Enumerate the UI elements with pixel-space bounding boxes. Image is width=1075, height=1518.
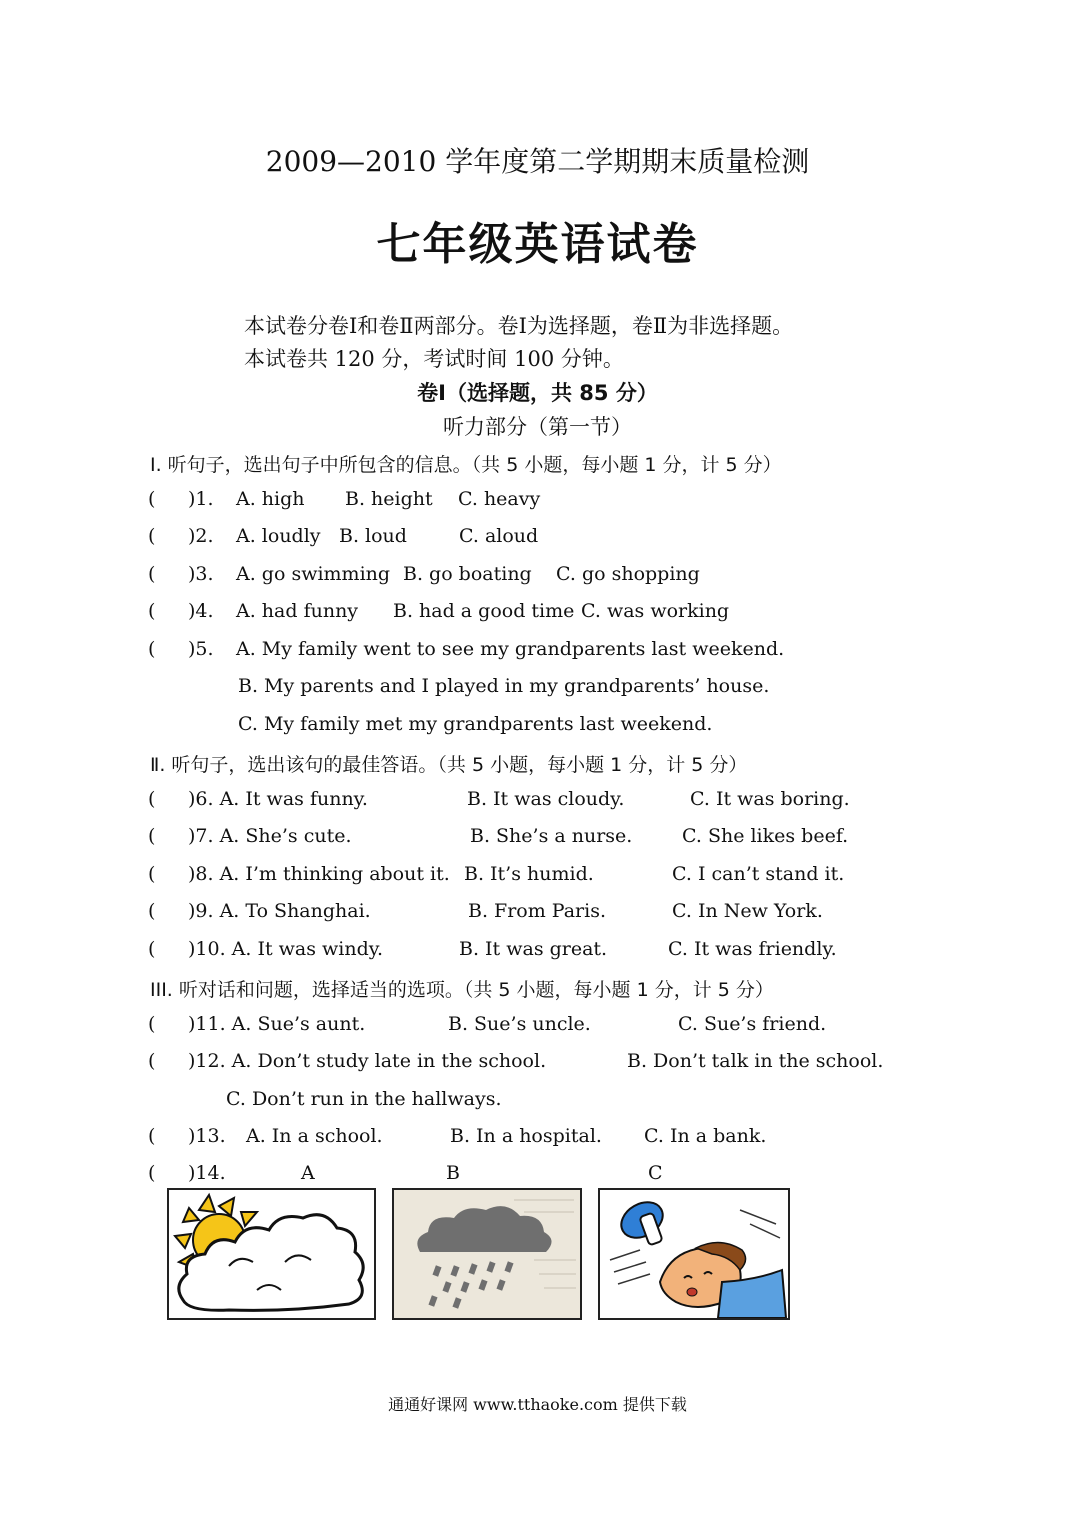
- answer-paren: (: [148, 525, 156, 547]
- question-option-a: )8. A. I’m thinking about it.: [188, 863, 450, 885]
- option-b: B. It’s humid.: [464, 863, 594, 885]
- section-heading-2: Ⅱ. 听句子，选出该句的最佳答语。（共 5 小题，每小题 1 分，计 5 分）: [150, 754, 748, 776]
- answer-paren: (: [148, 638, 156, 660]
- option-c: C. Sue’s friend.: [678, 1013, 827, 1035]
- question-number: )1.: [188, 488, 214, 510]
- answer-paren: (: [148, 1162, 156, 1184]
- answer-paren: (: [148, 600, 156, 622]
- option-b: B. She’s a nurse.: [470, 825, 633, 847]
- option-b: B. go boating: [403, 563, 532, 585]
- sun-cloud-icon: [169, 1190, 374, 1318]
- intro-line-1: 本试卷分卷Ⅰ和卷Ⅱ两部分。卷Ⅰ为选择题，卷Ⅱ为非选择题。: [244, 314, 794, 338]
- option-a: A. high: [236, 488, 305, 510]
- question-option-a: )12. A. Don’t study late in the school.: [188, 1050, 547, 1072]
- answer-paren: (: [148, 1050, 156, 1072]
- answer-paren: (: [148, 900, 156, 922]
- rain-cloud-icon: [394, 1190, 580, 1318]
- answer-paren: (: [148, 1013, 156, 1035]
- answer-paren: (: [148, 863, 156, 885]
- section-heading-3: III. 听对话和问题，选择适当的选项。（共 5 小题，每小题 1 分，计 5 分）: [150, 979, 774, 1001]
- question-option-a: )11. A. Sue’s aunt.: [188, 1013, 366, 1035]
- question-number: )5.: [188, 638, 214, 660]
- answer-paren: (: [148, 788, 156, 810]
- option-a: A. In a school.: [246, 1125, 383, 1147]
- picture-label-c: C: [648, 1162, 663, 1184]
- rainy-picture: [392, 1188, 582, 1320]
- option-c: C. My family met my grandparents last weekend.: [238, 713, 713, 735]
- question-option-a: )6. A. It was funny.: [188, 788, 368, 810]
- part-subtitle: 听力部分（第一节）: [443, 415, 632, 439]
- answer-paren: (: [148, 1125, 156, 1147]
- option-b: B. height: [345, 488, 433, 510]
- windy-boy-icon: [600, 1190, 788, 1318]
- answer-paren: (: [148, 825, 156, 847]
- section-heading-1: Ⅰ. 听句子，选出句子中所包含的信息。（共 5 小题，每小题 1 分，计 5 分）: [150, 454, 782, 476]
- option-c: C. It was friendly.: [668, 938, 837, 960]
- option-c: C. It was boring.: [690, 788, 850, 810]
- option-b: B. Don’t talk in the school.: [627, 1050, 884, 1072]
- option-c: C. aloud: [459, 525, 539, 547]
- answer-paren: (: [148, 488, 156, 510]
- intro-line-2: 本试卷共 120 分，考试时间 100 分钟。: [244, 347, 624, 371]
- exam-subtitle: 2009—2010 学年度第二学期期末质量检测: [265, 145, 810, 178]
- footer-source: 通通好课网 www.tthaoke.com 提供下载: [388, 1395, 687, 1414]
- option-c: C. go shopping: [556, 563, 700, 585]
- question-number: )14.: [188, 1162, 226, 1184]
- option-a: A. had funny: [236, 600, 359, 622]
- sunny-cloudy-picture: [167, 1188, 376, 1320]
- option-c: C. was working: [581, 600, 730, 622]
- option-c: C. Don’t run in the hallways.: [226, 1088, 502, 1110]
- question-number: )2.: [188, 525, 214, 547]
- question-number: )13.: [188, 1125, 226, 1147]
- answer-paren: (: [148, 938, 156, 960]
- option-a: A. go swimming: [236, 563, 391, 585]
- option-a: A. My family went to see my grandparents last weekend.: [236, 638, 785, 660]
- exam-title: 七年级英语试卷: [376, 219, 699, 270]
- option-c: C. I can’t stand it.: [672, 863, 845, 885]
- option-b: B. From Paris.: [468, 900, 607, 922]
- question-number: )3.: [188, 563, 214, 585]
- option-b: B. My parents and I played in my grandparents’ house.: [238, 675, 770, 697]
- option-c: C. In a bank.: [644, 1125, 767, 1147]
- option-b: B. had a good time: [393, 600, 575, 622]
- option-c: C. heavy: [458, 488, 541, 510]
- option-b: B. It was great.: [459, 938, 608, 960]
- option-a: A. loudly: [236, 525, 321, 547]
- option-b: B. Sue’s uncle.: [448, 1013, 591, 1035]
- option-b: B. In a hospital.: [450, 1125, 602, 1147]
- picture-label-a: A: [301, 1162, 315, 1184]
- question-number: )4.: [188, 600, 214, 622]
- answer-paren: (: [148, 563, 156, 585]
- option-c: C. She likes beef.: [682, 825, 849, 847]
- option-c: C. In New York.: [672, 900, 823, 922]
- picture-label-b: B: [446, 1162, 460, 1184]
- option-b: B. It was cloudy.: [467, 788, 625, 810]
- question-option-a: )7. A. She’s cute.: [188, 825, 352, 847]
- part-title: 卷Ⅰ（选择题，共 85 分）: [417, 381, 658, 405]
- question-option-a: )9. A. To Shanghai.: [188, 900, 371, 922]
- windy-picture: [598, 1188, 790, 1320]
- option-b: B. loud: [339, 525, 407, 547]
- question-option-a: )10. A. It was windy.: [188, 938, 384, 960]
